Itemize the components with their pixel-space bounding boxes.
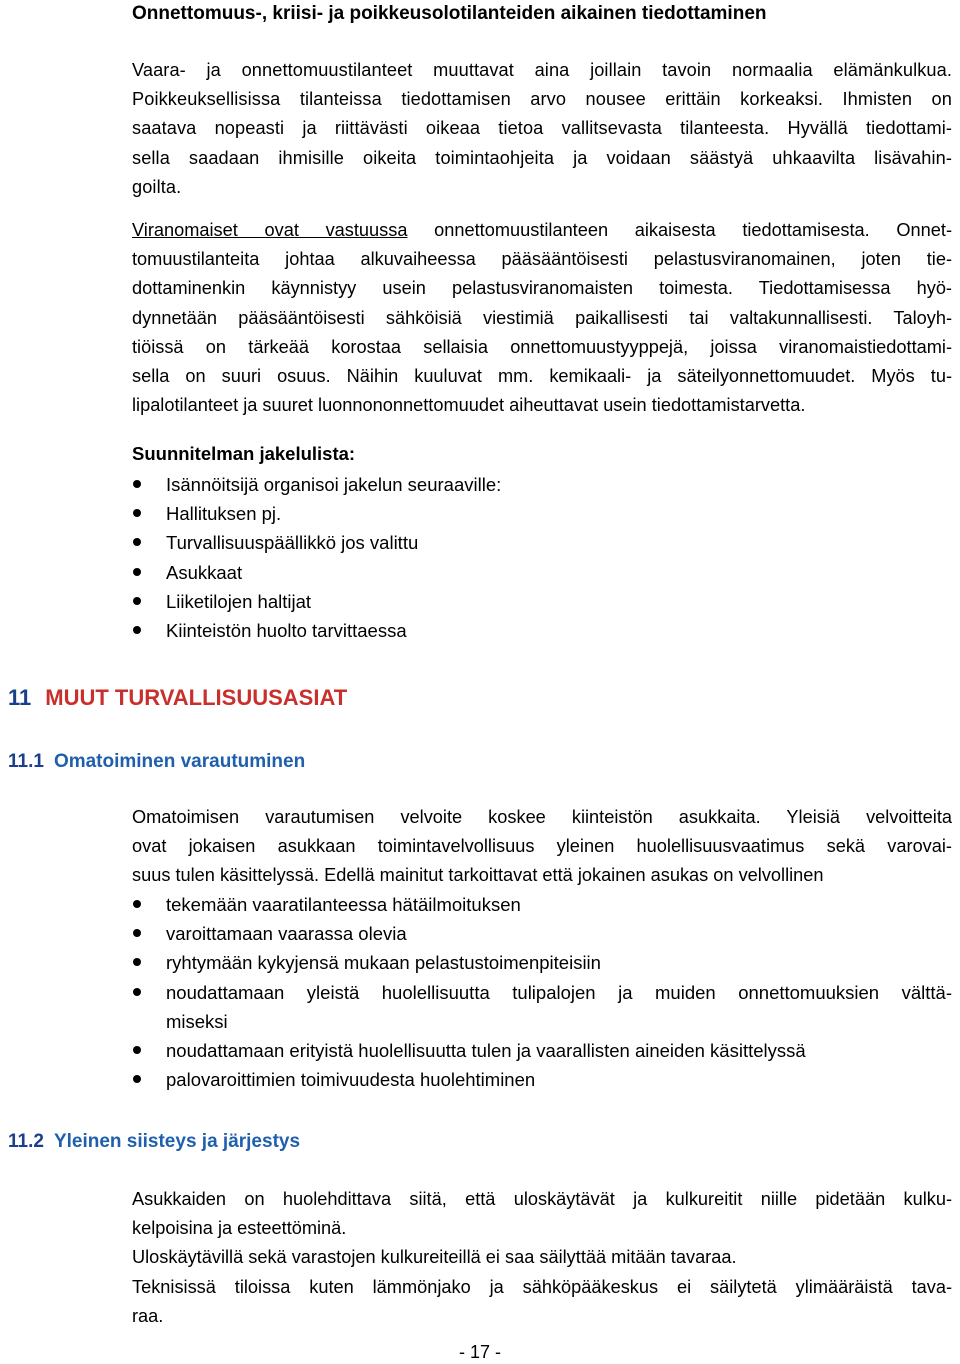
intro-line: Vaara- ja onnettomuustilanteet muuttavat aina joillain tavoin normaalia elämänkulkua. — [132, 60, 952, 80]
bullet-icon — [133, 626, 141, 634]
bullet-icon — [133, 929, 141, 937]
paragraph-line: Uloskäytävillä sekä varastojen kulkureiteillä ei saa säilyttää mitään tavaraa. — [132, 1247, 737, 1268]
chapter-number: 11 — [8, 685, 32, 710]
paragraph-line: Asukkaiden on huolehdittava siitä, että uloskäytävät ja kulkureitit niille pidetään kulku- — [132, 1189, 952, 1209]
list-item: noudattamaan erityistä huolellisuutta tulen ja vaarallisten aineiden käsittelyssä — [132, 1036, 952, 1065]
authority-line: tomuustilanteita johtaa alkuvaiheessa pääsääntöisesti pelastusviranomainen, joten tie- — [132, 249, 952, 270]
section-number: 11.2 — [8, 1131, 44, 1152]
intro-line: saatava nopeasti ja riittävästi oikeaa tietoa vallitsevasta tilanteesta. Hyvällä tiedottami- — [132, 118, 952, 139]
bullet-icon — [133, 568, 141, 576]
section-heading-11-2 — [8, 1129, 300, 1155]
paragraph-line: Omatoimisen varautumisen velvoite koskee kiinteistön asukkaita. Yleisiä velvoitteita — [132, 807, 952, 827]
intro-line: sella saadaan ihmisille oikeita toimintaohjeita ja voidaan säästyä uhkaavilta lisävahin- — [132, 147, 952, 168]
bullet-icon — [133, 597, 141, 605]
bullet-icon — [133, 1075, 141, 1083]
authority-line: dottaminenkin käynnistyy usein pelastusviranomaisten toimesta. Tiedottamisessa hyö- — [132, 278, 952, 299]
list-item: tekemään vaaratilanteessa hätäilmoituksen — [132, 890, 952, 919]
bullet-icon — [133, 958, 141, 966]
list-item: varoittamaan vaarassa olevia — [132, 919, 952, 948]
section-heading-11-1 — [8, 749, 305, 775]
bullet-icon — [133, 509, 141, 517]
obligations-list — [132, 890, 952, 1094]
paragraph-line: ovat jokaisen asukkaan toimintavelvollisuus yleinen huolellisuusvaatimus sekä varovai- — [132, 836, 952, 857]
bullet-icon — [133, 538, 141, 546]
authority-line: dynnetään pääsääntöisesti sähköisiä viestimiä paikallisesti tai valtakunnallisesti. Taloyh- — [132, 307, 952, 328]
intro-paragraph — [132, 56, 952, 202]
bullet-icon — [133, 988, 141, 996]
section-title: Omatoiminen varautuminen — [53, 751, 306, 772]
list-item: noudattamaan yleistä huolellisuutta tulipalojen ja muiden onnettomuuksien välttä- miseksi — [132, 978, 952, 1036]
list-item: palovaroittimien toimivuudesta huolehtiminen — [132, 1065, 952, 1094]
authority-line: onnettomuustilanteen aikaisesta tiedottamisesta. Onnet- — [407, 220, 953, 240]
section-11-1-paragraph — [132, 803, 952, 891]
section-number: 11.1 — [8, 751, 44, 772]
paragraph-line: suus tulen käsittelyssä. Edellä mainitut tarkoittavat että jokainen asukas on velvollinen — [132, 865, 824, 886]
paragraph-line: Teknisissä tiloissa kuten lämmönjako ja sähköpääkeskus ei säilytetä ylimääräistä tava- — [132, 1276, 952, 1297]
bullet-icon — [133, 1046, 141, 1054]
section-title: Onnettomuus-, kriisi- ja poikkeusolotilanteiden aikainen tiedottaminen — [132, 3, 767, 24]
chapter-heading — [8, 684, 347, 712]
intro-line: goilta. — [132, 176, 182, 197]
list-item: ryhtymään kykyjensä mukaan pelastustoimenpiteisiin — [132, 948, 952, 977]
list-item: Asukkaat — [132, 558, 952, 587]
chapter-title: MUUT TURVALLISUUSASIAT — [45, 685, 348, 710]
authority-line: sella on suuri osuus. Näihin kuuluvat mm. kemikaali- ja säteilyonnettomuudet. Myös tu- — [132, 365, 952, 386]
page-number: - 17 - — [458, 1342, 501, 1362]
intro-line: Poikkeuksellisissa tilanteissa tiedottamisen arvo nousee erittäin korkeaksi. Ihmisten on — [132, 89, 952, 110]
authority-line: tiöissä on tärkeää korostaa sellaisia onnettomuustyyppejä, joissa viranomaistiedottami- — [132, 336, 952, 357]
list-item: Isännöitsijä organisoi jakelun seuraaville: — [132, 470, 952, 499]
paragraph-line: raa. — [132, 1305, 164, 1326]
list-item: Liiketilojen haltijat — [132, 587, 952, 616]
authority-lead: Viranomaiset ovat vastuussa — [132, 220, 408, 240]
list-item: Turvallisuuspäällikkö jos valittu — [132, 528, 952, 557]
authority-line-first — [132, 216, 952, 245]
bullet-icon — [133, 900, 141, 908]
authority-line: lipalotilanteet ja suuret luonnononnettomuudet aiheuttavat usein tiedottamistarvetta. — [132, 395, 806, 416]
distribution-heading: Suunnitelman jakelulista: — [132, 443, 356, 464]
paragraph-line: kelpoisina ja esteettöminä. — [132, 1218, 347, 1239]
list-item: Hallituksen pj. — [132, 499, 952, 528]
section-11-2-paragraph — [132, 1185, 952, 1331]
distribution-list — [132, 470, 952, 645]
authority-paragraph — [132, 216, 952, 420]
bullet-icon — [133, 480, 141, 488]
list-item: Kiinteistön huolto tarvittaessa — [132, 616, 952, 645]
section-title: Yleinen siisteys ja järjestys — [53, 1131, 301, 1152]
